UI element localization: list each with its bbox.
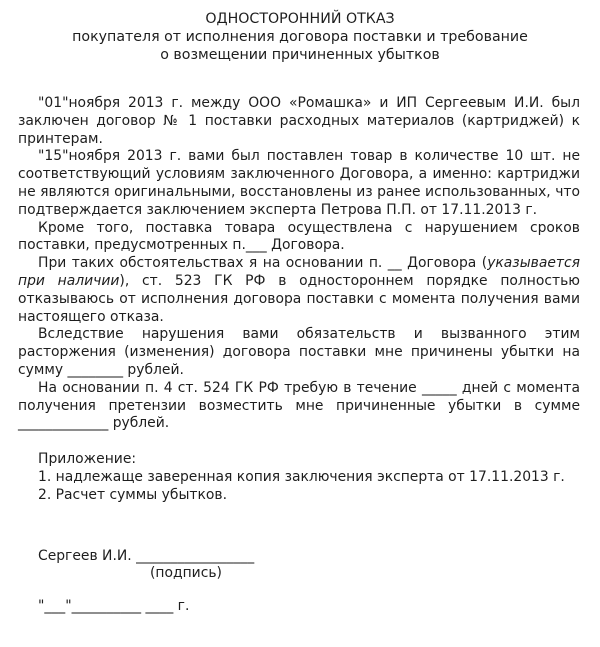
- paragraph-refusal-italic-note: указывается при наличии: [18, 255, 580, 289]
- paragraph-refusal-text-after: ), ст. 523 ГК РФ в одностороннем порядке полностью отказываюсь от исполнения договора поставки с момента получения вами настоящего отказа.: [18, 272, 580, 325]
- signature-line: Сергеев И.И. _________________: [38, 548, 255, 564]
- document-title: ОДНОСТОРОННИЙ ОТКАЗ: [205, 11, 395, 27]
- paragraph-contract: "01"ноября 2013 г. между ООО «Ромашка» и ИП Сергеевым И.И. был заключен договор № 1 поставки расходных материалов (картриджей) к принтерам.: [18, 95, 580, 147]
- paragraph-refusal-text-before: При таких обстоятельствах я на основании п. __ Договора (: [38, 255, 488, 272]
- paragraph-damages: Вследствие нарушения вами обязательств и вызванного этим расторжения (изменения) договора поставки мне причинены убытки на сумму ________ рублей.: [18, 326, 580, 378]
- paragraph-demand: На основании п. 4 ст. 524 ГК РФ требую в течение _____ дней с момента получения претензии возместить мне причиненные убытки в сумме _____________ рублей.: [18, 379, 580, 432]
- document-body: [18, 95, 580, 504]
- signature-caption: (подпись): [150, 565, 222, 581]
- date-line: "___"__________ ____ г.: [38, 598, 190, 614]
- paragraph-refusal: [18, 255, 580, 326]
- paragraph-delivery: "15"ноября 2013 г. вами был поставлен товар в количестве 10 шт. не соответствующий условиям заключенного Договора, а именно: картриджи не являются оригинальными, восстановлены из ранее использованных, что подтверждается заключением эксперта Петрова П.П. от 17.11.2013 г.: [18, 148, 580, 218]
- attachment-item: 1. надлежаще заверенная копия заключения эксперта от 17.11.2013 г.: [38, 468, 565, 485]
- document-subtitle-line1: покупателя от исполнения договора поставки и требование: [72, 29, 528, 45]
- attachments-heading: Приложение:: [38, 450, 137, 467]
- document-subtitle-line2: о возмещении причиненных убытков: [160, 47, 440, 63]
- paragraph-delay: Кроме того, поставка товара осуществлена с нарушением сроков поставки, предусмотренных п.___ Договора.: [18, 219, 580, 254]
- attachment-item: 2. Расчет суммы убытков.: [38, 486, 227, 503]
